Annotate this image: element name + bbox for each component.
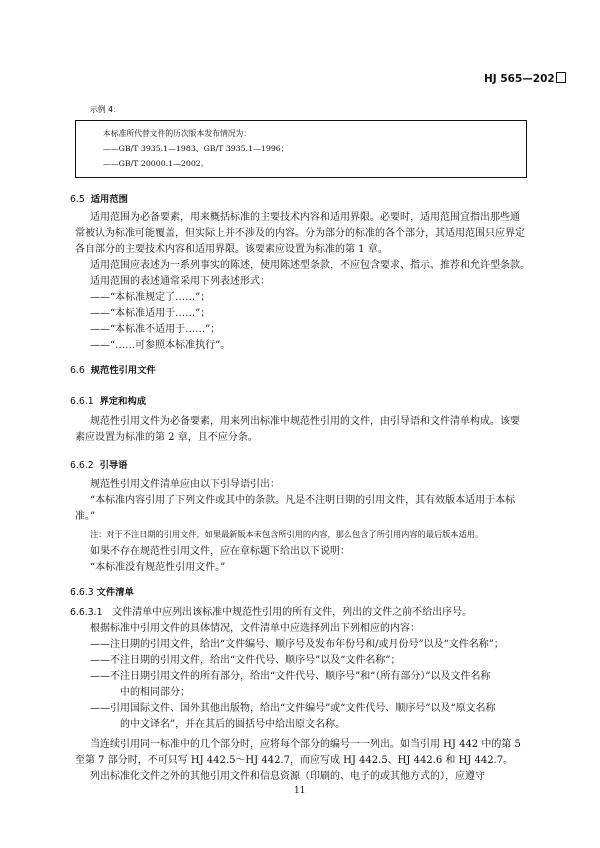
example-line: ——GB/T 3935.1—1983、GB/T 3935.1—1996； [103,144,289,153]
section-title: 适用范围 [90,194,128,205]
list-item: ——注日期的引用文件，给出“文件编号、顺序号及发布年份号和/或月份号”以及“文件名称”； [90,639,504,650]
example-line: ——GB/T 20000.1—2002。 [103,159,209,168]
paragraph-line: 当连续引用同一标准中的几个部分时，应将每个部分的编号一一列出。如当引用 HJ 442 中的第 5 [90,739,521,750]
paragraph-line: 适用范围应表述为一系列事实的陈述，使用陈述型条款，不应包含要求、指示、推荐和允许型条款。 [90,260,530,271]
page-number: 11 [294,786,306,796]
paragraph-line: 适用范围为必备要素，用来概括标准的主要技术内容和适用界限。必要时，适用范围宜指出那些通 [90,212,520,223]
list-item: ——“……可参照本标准执行”。 [90,340,231,351]
paragraph-line: 适用范围的表述通常采用下列表述形式： [90,276,270,287]
list-item: ——不注日期的引用文件，给出“文件代号、顺序号”以及“文件名称”； [90,655,401,666]
list-item-continuation: 的中文译名”，并在其后的圆括号中给出原文名称。 [120,719,346,730]
section-number: 6.6 [70,365,85,376]
paragraph-line: 根据标准中引用文件的具体情况，文件清单中应选择列出下列相应的内容： [90,623,420,634]
clause-number: 6.6.3.1 [70,607,103,618]
note: 注：对于不注日期的引用文件，如果最新版本未包含所引用的内容，那么包含了所引用内容的最后版本适用。 [90,529,484,539]
section-number: 6.6.3 [70,587,94,598]
placeholder-box [556,72,566,83]
paragraph-line: 准。” [75,511,96,522]
paragraph-line: 各自部分的主要技术内容和适用界限。该要素应设置为标准的第 1 章。 [75,244,388,255]
paragraph-line: “本标准没有规范性引用文件。” [90,562,226,573]
list-item: ——“本标准规定了……”； [90,292,211,303]
list-item: ——引用国际文件、国外其他出版物，给出“文件编号”或“文件代号、顺序号”以及“原文名称 [90,703,496,714]
section-heading-6-6-2 [70,457,127,471]
paragraph-line: 至第 7 部分时，不可只写 HJ 442.5～HJ 442.7，而应写成 HJ 442.5、HJ 442.6 和 HJ 442.7。 [75,755,514,766]
paragraph-6-6-3-1 [70,606,472,619]
example-label: 示例 4： [90,105,121,114]
section-heading-6-5 [70,191,128,205]
list-item: ——“本标准不适用于……”； [90,324,221,335]
paragraph-line: 规范性引用文件清单应由以下引导语引出： [90,479,280,490]
clause-text: 文件清单中应列出该标准中规范性引用的所有文件，列出的文件之前不给出序号。 [112,607,473,618]
list-item: ——不注日期引用文件的所有部分，给出“文件代号、顺序号”和“（所有部分）”以及文件名称 [90,671,491,682]
section-title: 引导语 [99,460,128,471]
paragraph-line: 列出标准化文件之外的其他引用文件和信息资源（印刷的、电子的或其他方式的），应遵守 [90,771,485,782]
section-title: 界定和构成 [99,396,147,407]
section-heading-6-6-1 [70,393,146,407]
example-line: 本标准所代替文件的历次版本发布情况为： [103,129,252,138]
paragraph-line: 素应设置为标准的第 2 章，且不应分条。 [75,432,258,443]
paragraph-line: 常被认为标准可能覆盖，但实际上并不涉及的内容。分为部分的标准的各个部分，其适用范围只应界定 [75,228,525,239]
section-title: 规范性引用文件 [90,365,156,376]
list-item-continuation: 中的相同部分； [120,687,190,698]
paragraph-line: “本标准内容引用了下列文件或其中的条款。凡是不注明日期的引用文件，其有效版本适用于本标 [90,495,516,506]
section-title: 文件清单 [96,587,134,598]
section-heading-6-6 [70,362,156,376]
paragraph-line: 规范性引用文件为必备要素，用来列出标准中规范性引用的文件，由引导语和文件清单构成。该要 [90,416,520,427]
section-number: 6.6.1 [70,396,94,407]
paragraph-line: 如果不存在规范性引用文件，应在章标题下给出以下说明： [90,546,350,557]
document-code-text: HJ 565—202 [484,73,555,85]
section-heading-6-6-3 [70,584,134,598]
example-box [75,120,527,178]
section-number: 6.5 [70,194,85,205]
document-code [484,72,566,85]
list-item: ——“本标准适用于……”； [90,308,211,319]
section-number: 6.6.2 [70,460,94,471]
